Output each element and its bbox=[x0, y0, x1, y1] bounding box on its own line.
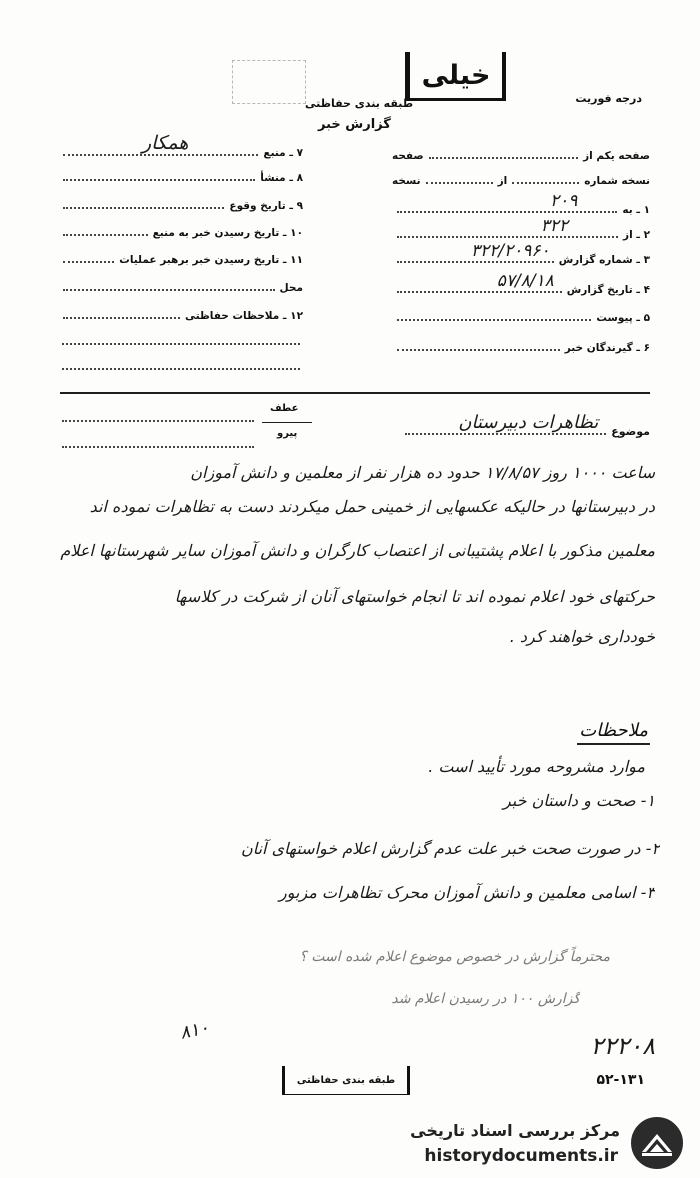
report-date-value: ۵۷/۸/۱۸ bbox=[496, 271, 554, 291]
reference-divider bbox=[262, 422, 312, 423]
attachment-row bbox=[392, 304, 650, 324]
notes-heading: ملاحظات bbox=[577, 720, 650, 745]
urgency-label: درجه فوریت bbox=[575, 92, 642, 105]
subject-dots bbox=[405, 412, 606, 435]
note-line: موارد مشروحه مورد تأیید است . bbox=[428, 757, 645, 776]
subject-value: تظاهرات دبیرستان bbox=[458, 412, 599, 433]
footer-classification-stamp: طبقه بندی حفاظتی bbox=[282, 1066, 410, 1095]
note-line: ۲- در صورت صحت خبر علت عدم گزارش اعلام خواستهای آنان bbox=[240, 839, 660, 858]
watermark-title: مرکز بررسی اسناد تاریخی bbox=[410, 1121, 620, 1140]
report-number-row bbox=[392, 241, 650, 266]
date-to-handler-label: ۱۱ ـ تاریخ رسیدن خبر برهبر عملیات bbox=[119, 254, 303, 266]
event-date-row bbox=[58, 192, 303, 212]
form-title: گزارش خبر bbox=[318, 117, 391, 132]
location-row bbox=[58, 274, 303, 294]
reference-label: عطف bbox=[270, 403, 299, 414]
date-to-source-row bbox=[58, 219, 303, 239]
attachment-label: ۵ ـ پیوست bbox=[596, 312, 650, 324]
page-count-row bbox=[392, 142, 650, 162]
source-dots bbox=[63, 132, 258, 156]
subject-row bbox=[400, 412, 650, 438]
to-dots bbox=[397, 191, 617, 213]
event-date-dots bbox=[63, 193, 224, 209]
copy-label: نسخه شماره bbox=[584, 175, 650, 187]
copy-number-row bbox=[392, 167, 650, 187]
note-line: ۳- اسامی معلمین و دانش آموزان محرک تظاهرات مزبور bbox=[279, 883, 655, 902]
copy-unit: نسخه bbox=[392, 175, 421, 187]
history-documents-logo-icon bbox=[628, 1114, 686, 1172]
to-row bbox=[392, 191, 650, 216]
file-number: ۲۲۲۰۸ bbox=[590, 1032, 655, 1060]
page-dots bbox=[429, 143, 578, 159]
source-row bbox=[58, 132, 303, 159]
date-to-handler-row bbox=[58, 246, 303, 266]
from-label: ۲ ـ از bbox=[623, 229, 650, 241]
subject-label: موضوع bbox=[611, 425, 650, 438]
follow-up-dots bbox=[62, 446, 254, 448]
report-date-label: ۴ ـ تاریخ گزارش bbox=[566, 284, 650, 296]
classification-label: طبقه بندی حفاظتی bbox=[305, 97, 414, 110]
from-row bbox=[392, 216, 650, 241]
security-notes-row bbox=[58, 302, 303, 322]
note-line: محترماً گزارش در خصوص موضوع اعلام شده است ؟ bbox=[299, 949, 610, 965]
copy-total-dots bbox=[426, 168, 493, 184]
page-label: صفحه یکم از bbox=[583, 150, 650, 162]
report-number-label: ۳ ـ شماره گزارش bbox=[558, 254, 650, 266]
classification-stamp: خیلی bbox=[405, 52, 506, 101]
archive-code: ۵۲-۱۳۱ bbox=[596, 1072, 645, 1088]
from-dots bbox=[397, 216, 618, 238]
body-line: حرکتهای خود اعلام نموده اند تا انجام خواستهای آنان از شرکت در کلاسها bbox=[174, 587, 655, 606]
security-notes-label: ۱۲ ـ ملاحظات حفاظتی bbox=[184, 310, 303, 322]
origin-label: ۸ ـ منشأ bbox=[260, 172, 303, 184]
reference-dots bbox=[62, 420, 254, 422]
report-date-row bbox=[392, 271, 650, 296]
recipients-row bbox=[392, 334, 650, 354]
recipients-label: ۶ ـ گیرندگان خبر bbox=[564, 342, 650, 354]
copy-of: از bbox=[497, 175, 508, 187]
page-unit: صفحه bbox=[392, 150, 424, 162]
report-number-value: ۳۲۲/۲۰۹۶۰ bbox=[470, 241, 550, 261]
body-line: خودداری خواهند کرد . bbox=[509, 627, 655, 646]
watermark-site: historydocuments.ir bbox=[424, 1146, 618, 1166]
event-date-label: ۹ ـ تاریخ وقوع bbox=[229, 200, 303, 212]
source-label: ۷ ـ منبع bbox=[263, 147, 303, 159]
note-line: ۱- صحت و داستان خبر bbox=[502, 791, 655, 810]
header-divider bbox=[60, 392, 650, 394]
origin-dots bbox=[63, 165, 255, 181]
margin-number: ۸۱۰ bbox=[178, 1017, 211, 1044]
recipients-dots bbox=[397, 335, 560, 351]
follow-up-label: پیرو bbox=[277, 428, 298, 439]
security-notes-extra-line-1 bbox=[62, 343, 300, 345]
date-to-source-label: ۱۰ ـ تاریخ رسیدن خبر به منبع bbox=[152, 227, 303, 239]
copy-dots bbox=[512, 168, 579, 184]
note-line: گزارش ۱۰۰ در رسیدن اعلام شد bbox=[391, 991, 580, 1007]
attachment-dots bbox=[397, 305, 591, 321]
body-line: ساعت ۱۰۰۰ روز ۱۷/۸/۵۷ حدود ده هزار نفر از معلمین و دانش آموزان bbox=[190, 463, 655, 482]
to-value: ۲۰۹ bbox=[549, 191, 578, 211]
location-dots bbox=[63, 275, 275, 291]
from-value: ۳۲۲ bbox=[540, 216, 569, 236]
origin-row bbox=[58, 164, 303, 184]
body-line: در دبیرستانها در حالیکه عکسهایی از خمینی حمل میکردند دست به تظاهرات نموده اند bbox=[89, 497, 655, 516]
report-number-dots bbox=[397, 241, 554, 263]
body-line: معلمین مذکور با اعلام پشتیبانی از اعتصاب کارگران و دانش آموزان سایر شهرستانها اعلام bbox=[60, 541, 655, 560]
source-value: همکار bbox=[141, 132, 189, 154]
date-to-source-dots bbox=[63, 220, 148, 236]
to-label: ۱ ـ به bbox=[622, 204, 650, 216]
security-notes-extra-line-2 bbox=[62, 368, 300, 370]
faint-stamp-box bbox=[232, 60, 306, 104]
date-to-handler-dots bbox=[63, 247, 114, 263]
report-date-dots bbox=[397, 271, 562, 293]
location-label: محل bbox=[279, 282, 303, 294]
security-notes-dots bbox=[63, 303, 180, 319]
